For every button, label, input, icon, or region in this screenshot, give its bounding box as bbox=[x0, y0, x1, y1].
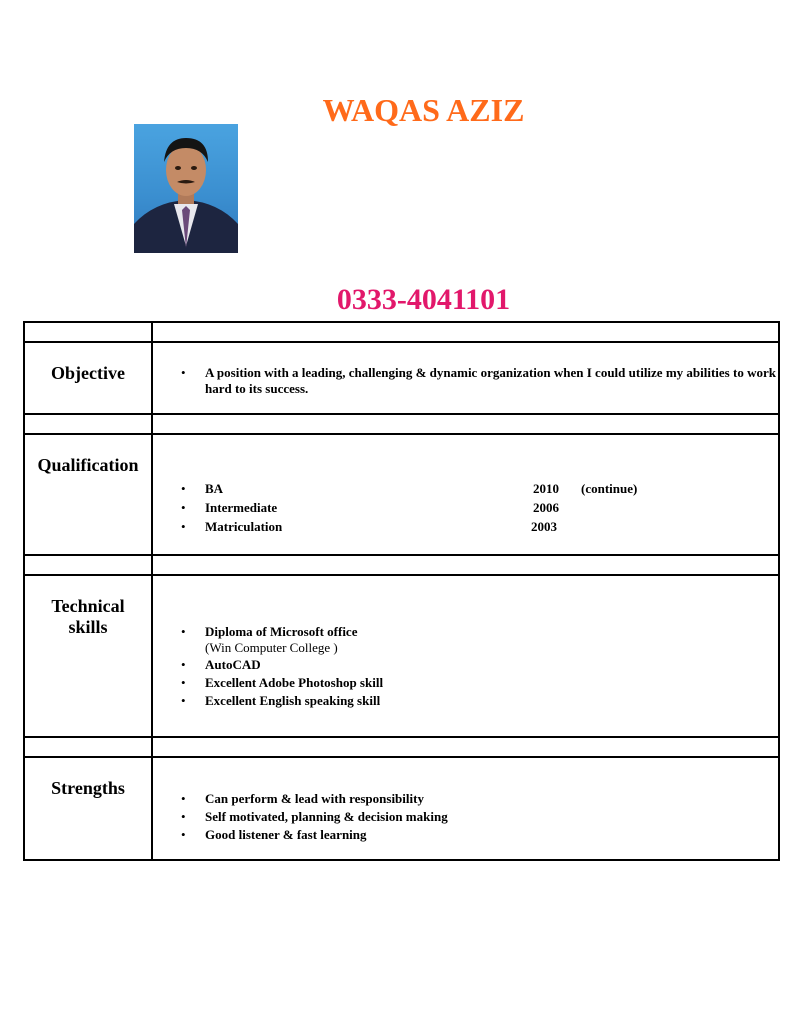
list-item: • Matriculation 2003 bbox=[181, 519, 557, 534]
technical-label: Technical skills bbox=[51, 596, 125, 637]
phone-number: 0333-4041101 bbox=[336, 283, 511, 316]
degree-note: (continue) bbox=[581, 481, 638, 496]
list-item: • Intermediate 2006 bbox=[181, 500, 559, 515]
qualification-list bbox=[153, 435, 778, 536]
degree-name: Matriculation bbox=[205, 519, 283, 534]
spacer-row bbox=[24, 414, 779, 434]
objective-list bbox=[153, 343, 778, 397]
objective-label: Objective bbox=[51, 363, 125, 383]
person-portrait-icon bbox=[134, 124, 238, 253]
spacer-row bbox=[24, 555, 779, 575]
list-item: • A position with a leading, challenging & dynamic organization when I could utilize my abilities to work hard to its success. bbox=[181, 365, 776, 396]
strengths-row bbox=[24, 757, 779, 860]
degree-year: 2010 bbox=[533, 481, 559, 496]
strengths-list bbox=[153, 758, 778, 844]
list-item: • Self motivated, planning & decision making bbox=[181, 809, 448, 824]
list-item: • AutoCAD bbox=[181, 657, 261, 672]
resume-table bbox=[23, 321, 780, 861]
technical-row bbox=[24, 575, 779, 737]
list-item: • Good listener & fast learning bbox=[181, 827, 367, 842]
spacer-row bbox=[24, 737, 779, 757]
qualification-label: Qualification bbox=[37, 455, 139, 475]
qualification-row bbox=[24, 434, 779, 555]
spacer-row bbox=[24, 322, 779, 342]
degree-name: Intermediate bbox=[205, 500, 278, 515]
list-item: • Excellent English speaking skill bbox=[181, 693, 381, 708]
list-item: • Diploma of Microsoft office (Win Computer College ) bbox=[181, 624, 358, 655]
degree-name: BA bbox=[205, 481, 224, 496]
profile-photo bbox=[134, 124, 238, 253]
strengths-label: Strengths bbox=[51, 778, 125, 798]
objective-row bbox=[24, 342, 779, 414]
degree-year: 2006 bbox=[533, 500, 559, 515]
college-name: (Win Computer College ) bbox=[205, 640, 338, 655]
candidate-name: WAQAS AZIZ bbox=[322, 92, 525, 128]
list-item: • Can perform & lead with responsibility bbox=[181, 791, 424, 806]
degree-year: 2003 bbox=[531, 519, 557, 534]
technical-list bbox=[153, 576, 778, 710]
list-item: • Excellent Adobe Photoshop skill bbox=[181, 675, 384, 690]
list-item: • BA 2010 (continue) bbox=[181, 481, 638, 496]
